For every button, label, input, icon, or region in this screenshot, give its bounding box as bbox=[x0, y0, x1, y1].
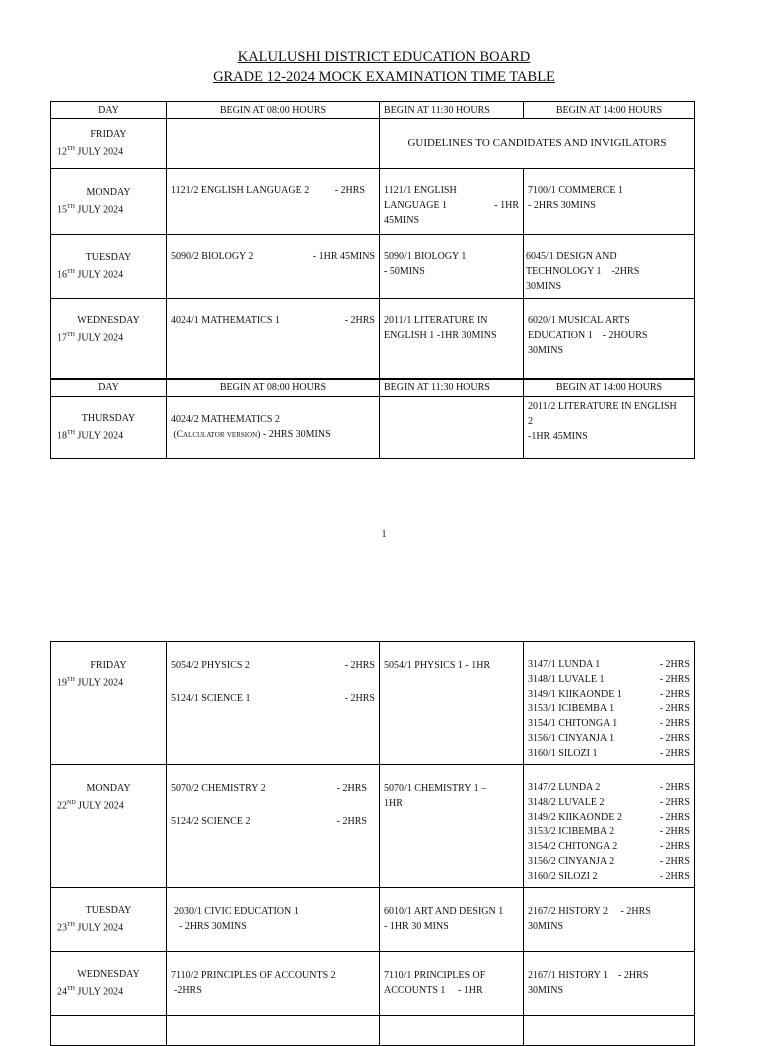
list-item: 3156/1 CINYANJA 1 - 2HRS bbox=[528, 732, 690, 744]
col-1130-header: BEGIN AT 11:30 HOURS bbox=[380, 102, 524, 119]
col-0800-header: BEGIN AT 08:00 HOURS bbox=[167, 102, 380, 119]
table-row bbox=[51, 951, 695, 1015]
col-day-header: DAY bbox=[51, 102, 167, 119]
list-item: 3147/1 LUNDA 1 - 2HRS bbox=[528, 659, 690, 670]
day-cell: WEDNESDAY 17TH JULY 2024 bbox=[51, 299, 167, 379]
list-item: 3148/2 LUVALE 2 - 2HRS bbox=[528, 796, 690, 808]
day-cell: FRIDAY 19TH JULY 2024 bbox=[51, 642, 167, 765]
board-title: KALULUSHI DISTRICT EDUCATION BOARD bbox=[237, 49, 531, 65]
session-cell: 5070/2 CHEMISTRY 2 - 2HRS 5124/2 SCIENCE 2 - 2HRS bbox=[167, 765, 380, 888]
guidelines-cell: GUIDELINES TO CANDIDATES AND INVIGILATORS bbox=[380, 119, 695, 169]
page-number: 1 bbox=[381, 529, 387, 540]
col-1400-header: BEGIN AT 14:00 HOURS bbox=[524, 379, 695, 397]
list-item: 3147/2 LUNDA 2 - 2HRS bbox=[528, 782, 690, 793]
language-papers-cell bbox=[524, 765, 695, 888]
table-row bbox=[51, 299, 695, 379]
session-cell: 1121/1 ENGLISH LANGUAGE 1 - 1HR 45MINS bbox=[380, 169, 524, 235]
day-cell: THURSDAY 18TH JULY 2024 bbox=[51, 396, 167, 458]
day-cell: TUESDAY 16TH JULY 2024 bbox=[51, 235, 167, 299]
table-row bbox=[51, 642, 695, 765]
session-cell: 7100/1 COMMERCE 1 - 2HRS 30MINS bbox=[524, 169, 695, 235]
day-cell: WEDNESDAY 24TH JULY 2024 bbox=[51, 951, 167, 1015]
session-cell: 2030/1 CIVIC EDUCATION 1 - 2HRS 30MINS bbox=[167, 887, 380, 951]
table-row bbox=[51, 765, 695, 888]
table-row bbox=[51, 169, 695, 235]
day-cell: FRIDAY 12TH JULY 2024 bbox=[51, 119, 167, 169]
col-day-header: DAY bbox=[51, 379, 167, 397]
session-cell: 4024/2 MATHEMATICS 2 (Calculator version) - 2HRS 30MINS bbox=[167, 396, 380, 458]
table-row bbox=[51, 396, 695, 458]
session-cell: 5054/1 PHYSICS 1 - 1HR bbox=[380, 642, 524, 765]
empty-cell bbox=[380, 396, 524, 458]
language-papers-cell bbox=[524, 642, 695, 765]
session-cell: 5090/1 BIOLOGY 1 - 50MINS bbox=[380, 235, 524, 299]
header-row-repeat bbox=[51, 379, 695, 397]
table-row bbox=[51, 119, 695, 169]
day-cell: MONDAY 22ND JULY 2024 bbox=[51, 765, 167, 888]
list-item: 3149/1 KIIKAONDE 1 - 2HRS bbox=[528, 688, 690, 700]
session-cell: 2167/2 HISTORY 2 - 2HRS 30MINS bbox=[524, 887, 695, 951]
empty-cell bbox=[167, 119, 380, 169]
document-title bbox=[0, 47, 768, 87]
timetable-page-1 bbox=[50, 101, 695, 459]
session-cell: 2011/2 LITERATURE IN ENGLISH 2 -1HR 45MINS bbox=[524, 396, 695, 458]
list-item: 3154/2 CHITONGA 2 - 2HRS bbox=[528, 841, 690, 853]
list-item: 3148/1 LUVALE 1 - 2HRS bbox=[528, 673, 690, 685]
list-item: 3154/1 CHITONGA 1 - 2HRS bbox=[528, 718, 690, 730]
session-cell: 6045/1 DESIGN AND TECHNOLOGY 1 -2HRS 30MINS bbox=[524, 235, 695, 299]
session-cell: 7110/1 PRINCIPLES OF ACCOUNTS 1 - 1HR bbox=[380, 951, 524, 1015]
table-row bbox=[51, 235, 695, 299]
col-1400-header: BEGIN AT 14:00 HOURS bbox=[524, 102, 695, 119]
session-cell: 6010/1 ART AND DESIGN 1 - 1HR 30 MINS bbox=[380, 887, 524, 951]
day-cell: TUESDAY 23TH JULY 2024 bbox=[51, 887, 167, 951]
timetable-title: GRADE 12-2024 MOCK EXAMINATION TIME TABLE bbox=[213, 69, 555, 85]
list-item: 3156/2 CINYANJA 2 - 2HRS bbox=[528, 855, 690, 867]
list-item: 3160/1 SILOZI 1 - 2HRS bbox=[528, 747, 690, 759]
session-cell: 5090/2 BIOLOGY 2 - 1HR 45MINS bbox=[167, 235, 380, 299]
table-row bbox=[51, 1015, 695, 1045]
session-cell: 2167/1 HISTORY 1 - 2HRS 30MINS bbox=[524, 951, 695, 1015]
timetable-page-2 bbox=[50, 641, 695, 1046]
session-cell: 7110/2 PRINCIPLES OF ACCOUNTS 2 -2HRS bbox=[167, 951, 380, 1015]
session-cell: 4024/1 MATHEMATICS 1 - 2HRS bbox=[167, 299, 380, 379]
list-item: 3160/2 SILOZI 2 - 2HRS bbox=[528, 870, 690, 882]
session-cell: 5054/2 PHYSICS 2 - 2HRS 5124/1 SCIENCE 1 - 2HRS bbox=[167, 642, 380, 765]
table-row bbox=[51, 887, 695, 951]
list-item: 3149/2 KIIKAONDE 2 - 2HRS bbox=[528, 811, 690, 823]
col-1130-header: BEGIN AT 11:30 HOURS bbox=[380, 379, 524, 397]
list-item: 3153/2 ICIBEMBA 2 - 2HRS bbox=[528, 826, 690, 838]
list-item: 3153/1 ICIBEMBA 1 - 2HRS bbox=[528, 703, 690, 715]
session-cell: 6020/1 MUSICAL ARTS EDUCATION 1 - 2HOURS 30MINS bbox=[524, 299, 695, 379]
session-cell: 2011/1 LITERATURE IN ENGLISH 1 -1HR 30MINS bbox=[380, 299, 524, 379]
header-row bbox=[51, 102, 695, 119]
session-cell: 5070/1 CHEMISTRY 1 – 1HR bbox=[380, 765, 524, 888]
day-cell: MONDAY 15TH JULY 2024 bbox=[51, 169, 167, 235]
col-0800-header: BEGIN AT 08:00 HOURS bbox=[167, 379, 380, 397]
session-cell: 1121/2 ENGLISH LANGUAGE 2 - 2HRS bbox=[167, 169, 380, 235]
